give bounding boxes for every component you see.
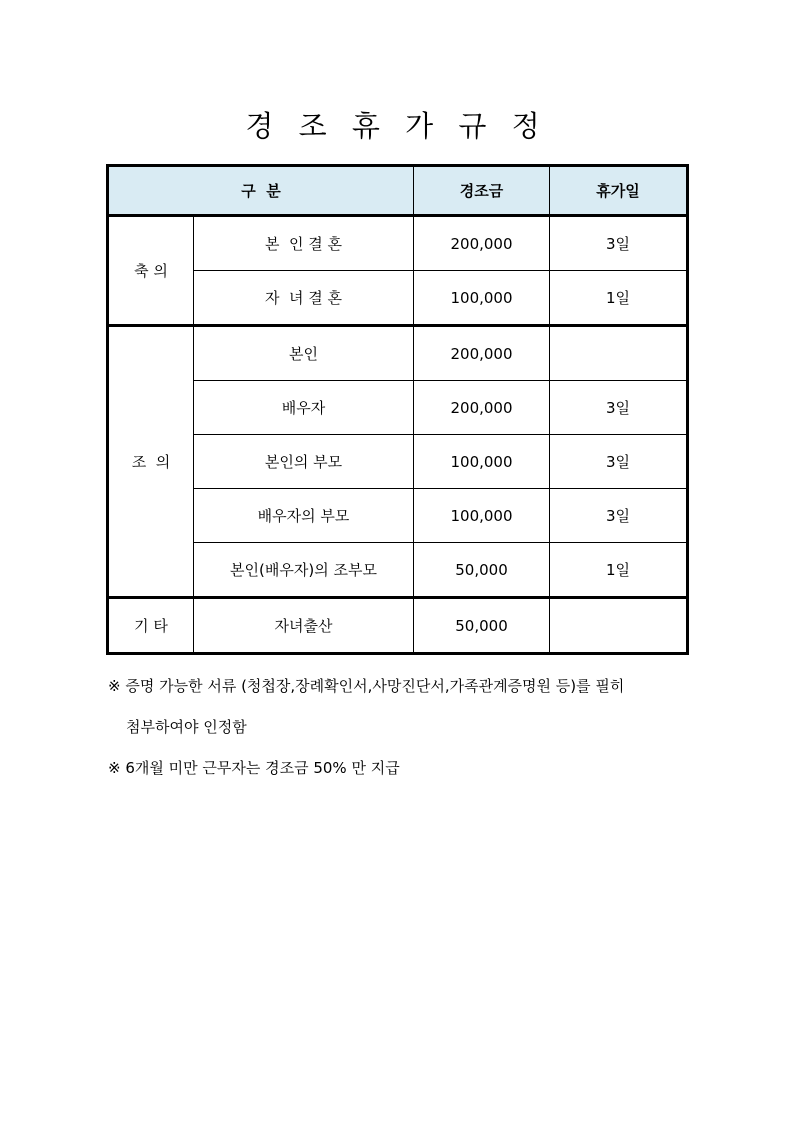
- header-leave: 휴가일: [550, 166, 688, 216]
- table-row: [108, 326, 688, 381]
- table-row: [108, 216, 688, 271]
- header-amount: 경조금: [414, 166, 550, 216]
- table-row: [108, 435, 688, 489]
- row-leave: 3일: [550, 489, 688, 543]
- row-leave: [550, 326, 688, 381]
- table-row: [108, 489, 688, 543]
- row-item: 자 녀 결 혼: [194, 271, 414, 326]
- group-label-other: 기 타: [108, 598, 194, 654]
- row-item: 배우자의 부모: [194, 489, 414, 543]
- group-label-celebration: 축 의: [108, 216, 194, 326]
- note-documents-continued: 첨부하여야 인정함: [126, 718, 247, 736]
- note-documents: ※ 증명 가능한 서류 (청첩장,장례확인서,사망진단서,가족관계증명원 등)를 필히: [108, 677, 625, 695]
- row-leave: 3일: [550, 381, 688, 435]
- row-leave: 3일: [550, 216, 688, 271]
- row-item: 본인: [194, 326, 414, 381]
- row-leave: 1일: [550, 271, 688, 326]
- row-amount: 200,000: [414, 326, 550, 381]
- row-item: 본인의 부모: [194, 435, 414, 489]
- row-leave: 3일: [550, 435, 688, 489]
- notes-section: [108, 676, 708, 799]
- row-amount: 100,000: [414, 489, 550, 543]
- document-title: 경 조 휴 가 규 정: [245, 109, 548, 143]
- row-item: 배우자: [194, 381, 414, 435]
- condolence-leave-table: [106, 164, 689, 655]
- row-item: 자녀출산: [194, 598, 414, 654]
- table-header-row: [108, 166, 688, 216]
- note-probation: ※ 6개월 미만 근무자는 경조금 50% 만 지급: [108, 759, 400, 777]
- table-row: [108, 543, 688, 598]
- row-amount: 200,000: [414, 216, 550, 271]
- row-amount: 100,000: [414, 435, 550, 489]
- row-amount: 200,000: [414, 381, 550, 435]
- header-category: 구 분: [108, 166, 414, 216]
- row-leave: [550, 598, 688, 654]
- row-item: 본인(배우자)의 조부모: [194, 543, 414, 598]
- row-leave: 1일: [550, 543, 688, 598]
- table-row: [108, 271, 688, 326]
- group-label-condolence: 조 의: [108, 326, 194, 598]
- table-row: [108, 598, 688, 654]
- row-amount: 50,000: [414, 598, 550, 654]
- row-amount: 100,000: [414, 271, 550, 326]
- row-amount: 50,000: [414, 543, 550, 598]
- row-item: 본 인 결 혼: [194, 216, 414, 271]
- table-row: [108, 381, 688, 435]
